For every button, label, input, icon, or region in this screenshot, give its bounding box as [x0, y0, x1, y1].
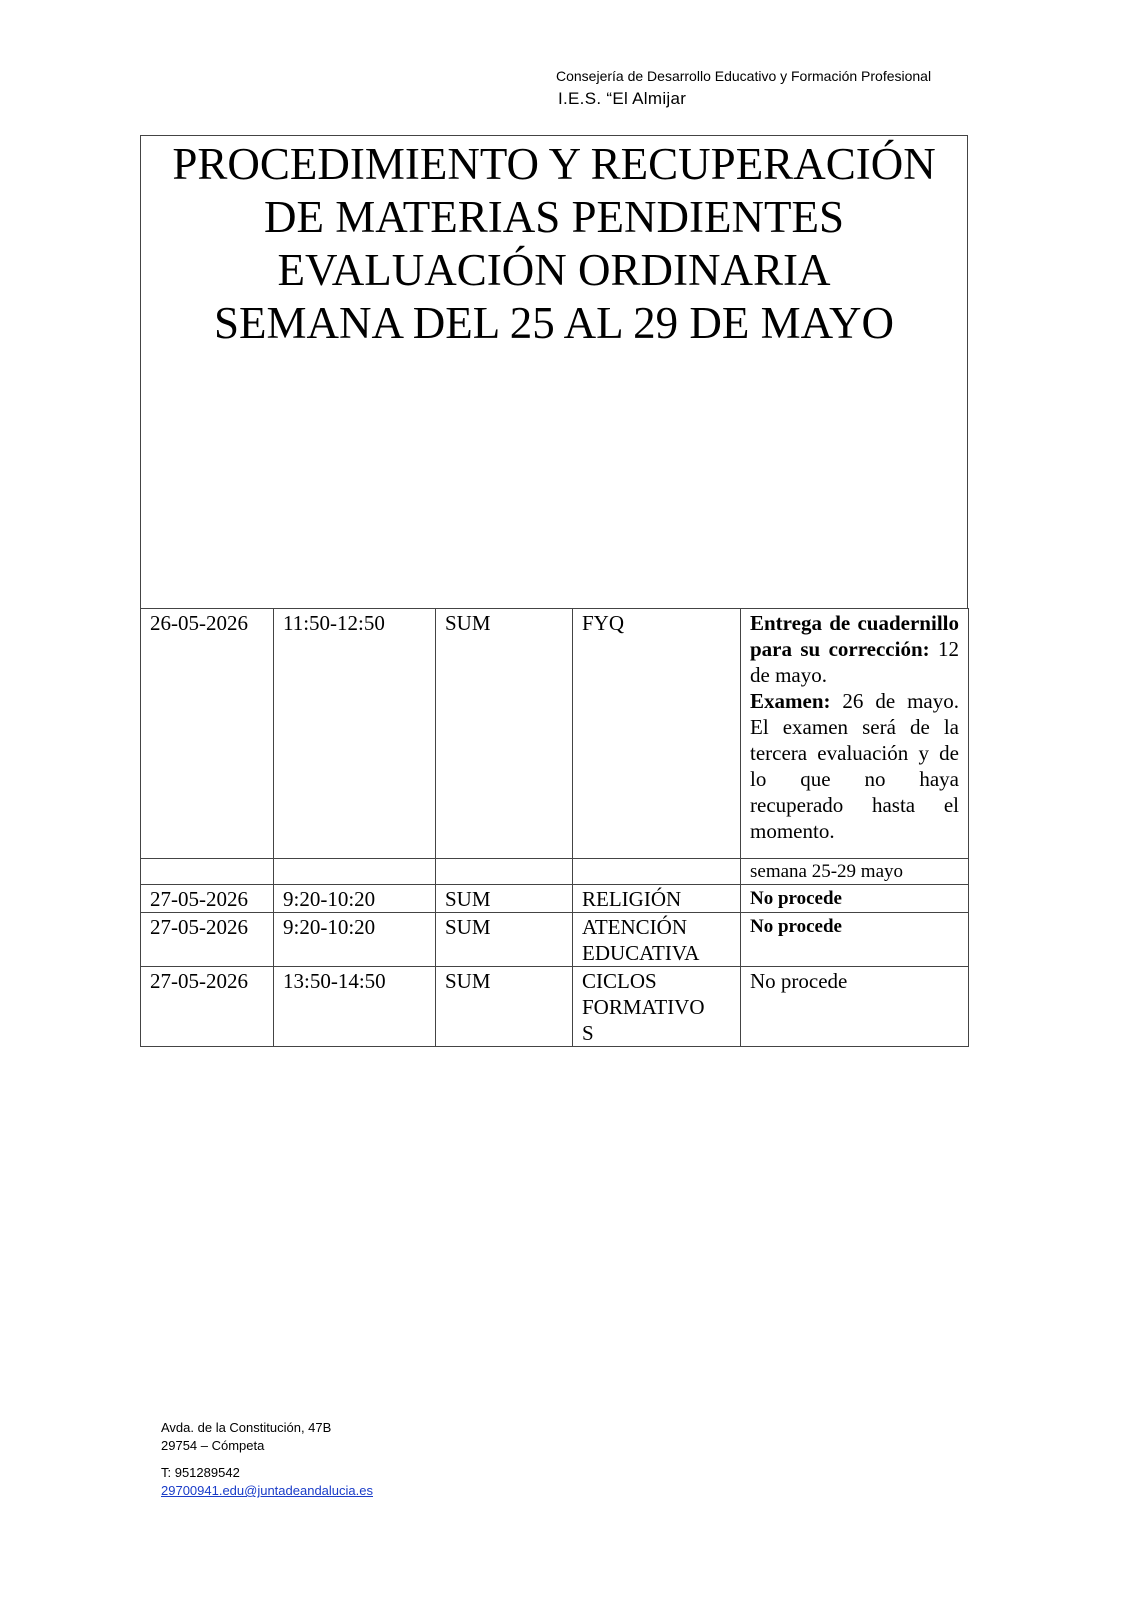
place-cell: SUM: [436, 913, 573, 967]
table-row: [141, 885, 969, 913]
time-cell: 11:50-12:50: [274, 609, 436, 859]
subject-cell: FYQ: [573, 609, 741, 859]
subject-cell: [573, 967, 741, 1047]
address-line: Avda. de la Constitución, 47B: [161, 1420, 332, 1435]
subject-cell: [573, 859, 741, 885]
date-cell: 27-05-2026: [141, 885, 274, 913]
title-line: EVALUACIÓN ORDINARIA: [277, 245, 831, 295]
subject-cell: RELIGIÓN: [573, 885, 741, 913]
delivery-text: 12 de mayo.: [750, 637, 960, 687]
place-cell: SUM: [436, 609, 573, 859]
subject-cell: [573, 913, 741, 967]
place-cell: SUM: [436, 967, 573, 1047]
subject-line: EDUCATIVA: [582, 941, 700, 965]
time-cell: 9:20-10:20: [274, 913, 436, 967]
address-line: 29754 – Cómpeta: [161, 1438, 265, 1453]
schedule-table: [140, 608, 969, 1047]
place-cell: SUM: [436, 885, 573, 913]
notes-cell: semana 25-29 mayo: [741, 859, 969, 885]
time-cell: 13:50-14:50: [274, 967, 436, 1047]
title-line: DE MATERIAS PENDIENTES: [264, 192, 844, 242]
phone-number: T: 951289542: [161, 1465, 240, 1480]
title-line: PROCEDIMIENTO Y RECUPERACIÓN: [172, 139, 936, 189]
subject-line: ATENCIÓN: [582, 915, 687, 939]
notes-cell: No procede: [741, 913, 969, 967]
date-cell: 27-05-2026: [141, 967, 274, 1047]
place-cell: [436, 859, 573, 885]
date-cell: [141, 859, 274, 885]
table-row: [141, 967, 969, 1047]
exam-text: 26 de mayo. El examen será de la tercera evaluación y de lo que no haya recuperado hasta el momento.: [750, 689, 959, 843]
title-line: SEMANA DEL 25 AL 29 DE MAYO: [213, 298, 895, 348]
table-row: [141, 859, 969, 885]
notes-cell: [741, 609, 969, 859]
time-cell: [274, 859, 436, 885]
time-cell: 9:20-10:20: [274, 885, 436, 913]
organization-name: Consejería de Desarrollo Educativo y Formación Profesional: [556, 68, 932, 84]
table-row: [141, 913, 969, 967]
email-link[interactable]: 29700941.edu@juntadeandalucia.es: [161, 1483, 373, 1498]
subject-line: FORMATIVO: [582, 995, 705, 1019]
subject-line: CICLOS: [582, 969, 657, 993]
footer: [161, 1419, 373, 1500]
title-box: [140, 135, 968, 609]
exam-label: Examen:: [750, 689, 831, 713]
date-cell: 27-05-2026: [141, 913, 274, 967]
subject-line: S: [582, 1021, 594, 1045]
notes-cell: No procede: [741, 967, 969, 1047]
date-cell: 26-05-2026: [141, 609, 274, 859]
notes-cell: No procede: [741, 885, 969, 913]
document-title: [141, 136, 967, 350]
table-row: [141, 609, 969, 859]
delivery-label: Entrega de cuadernillo para su corrección:: [750, 611, 959, 661]
school-name: I.E.S. “El Almijar: [558, 89, 687, 108]
